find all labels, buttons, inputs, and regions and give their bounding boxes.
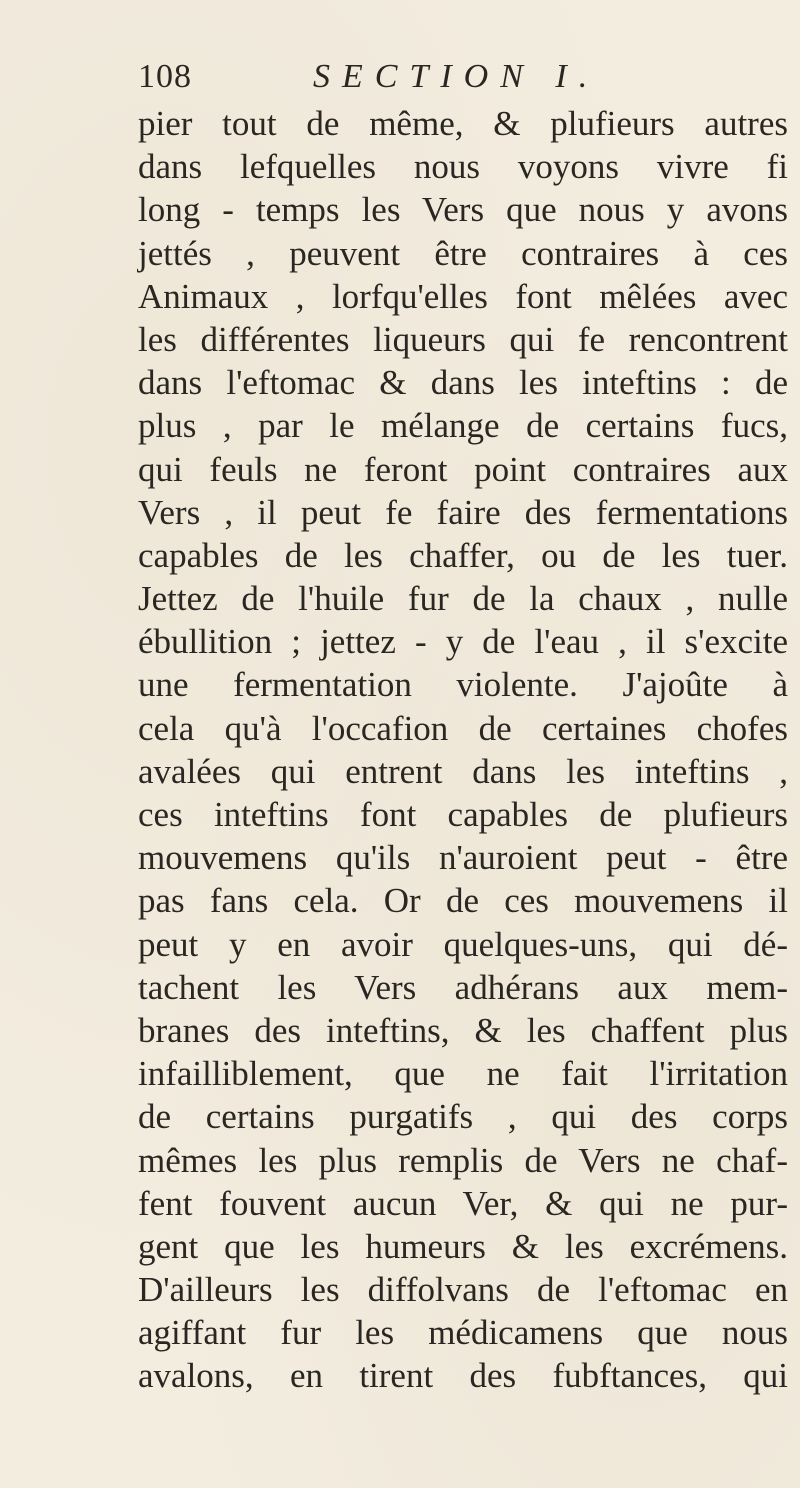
text-line: jettés , peuvent être contraires à ces [138,233,788,273]
text-line: mouvemens qu'ils n'auroient peut - être [138,838,788,878]
text-line: infailliblement, que ne fait l'irritation [138,1054,788,1094]
text-line: ces inteftins font capables de plufieurs [138,795,788,834]
text-line: les différentes liqueurs qui fe rencontrent [138,319,788,359]
text-line: cela qu'à l'occafion de certaines chofes [138,708,788,748]
text-line: qui feuls ne feront point contraires aux [138,449,788,489]
text-line: long - temps les Vers que nous y avons [138,190,788,230]
text-line: fent fouvent aucun Ver, & qui ne pur- [138,1183,788,1223]
text-line: plus , par le mélange de certains fucs, [138,406,788,446]
text-line: mêmes les plus remplis de Vers ne chaf- [138,1140,788,1180]
text-line: avalées qui entrent dans les inteftins , [138,751,788,791]
text-line: D'ailleurs les diffolvans de l'eftomac en [138,1270,788,1310]
page-number: 108 [138,58,192,95]
text-line: Jettez de l'huile fur de la chaux , nulle [138,579,788,619]
text-line: pas fans cela. Or de ces mouvemens il [138,881,788,921]
text-line: capables de les chaffer, ou de les tuer. [138,535,788,575]
text-line: ébullition ; jettez - y de l'eau , il s'excite [138,622,788,662]
text-line: gent que les humeurs & les excrémens. [138,1226,788,1266]
text-line: avalons, en tirent des fubftances, qui [138,1356,788,1396]
text-line: une fermentation violente. J'ajoûte à [138,665,788,705]
text-line: dans l'eftomac & dans les inteftins : de [138,363,788,403]
body-text [138,102,788,1398]
text-line: tachent les Vers adhérans aux mem- [138,967,788,1007]
text-line: de certains purgatifs , qui des corps [138,1097,788,1137]
text-line: branes des inteftins, & les chaffent plus [138,1010,788,1050]
page-header [138,52,788,102]
text-line: dans lefquelles nous voyons vivre fi [138,147,788,187]
text-line: Animaux , lorfqu'elles font mêlées avec [138,276,788,316]
text-line: agiffant fur les médicamens que nous [138,1313,788,1353]
text-line: Vers , il peut fe faire des fermentations [138,492,788,532]
running-head: SECTION I. [313,58,600,95]
text-line: peut y en avoir quelques-uns, qui dé- [138,924,788,964]
text-line: pier tout de même, & plufieurs autres [138,104,788,143]
